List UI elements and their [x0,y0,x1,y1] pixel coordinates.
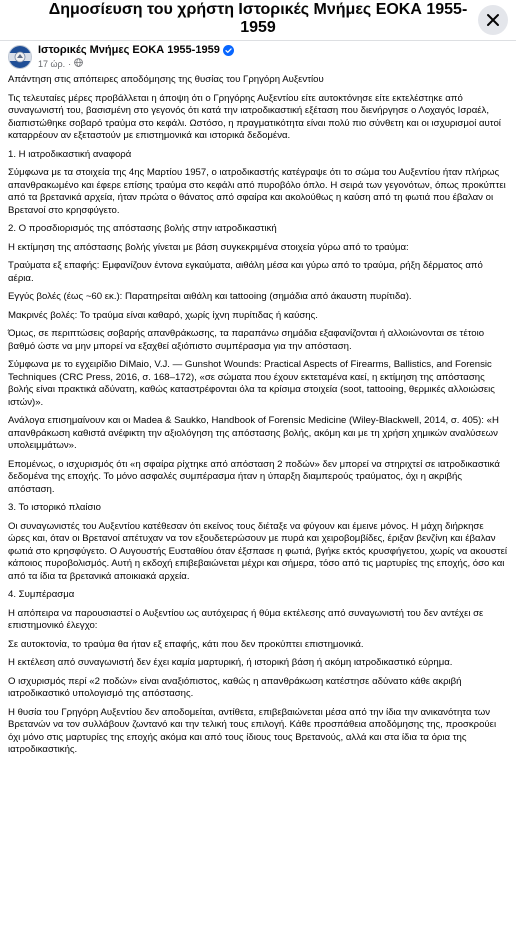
post-paragraph: Σύμφωνα με τα στοιχεία της 4ης Μαρτίου 1957, ο ιατροδικαστής κατέγραψε ότι το σώμα του Αυξεντίου ήταν πλήρως απανθρακωμένο και έφερε επίσης τραύμα στο κεφάλι από πυροβόλο όπλο. Η σειρά των γεγονότων, όπως προκύπτει από τα βρετανικά αρχεία, ήταν πρώτα ο θάνατος από σφαίρα και ακολούθως η καύση από τη φωτιά που έβαλαν οι Βρετανοί στο κρησφύγετο. [8,167,506,216]
section-heading: 2. Ο προσδιορισμός της απόστασης βολής στην ιατροδικαστική [8,223,277,234]
post-paragraph: Σε αυτοκτονία, το τραύμα θα ήταν εξ επαφής, κάτι που δεν προκύπτει επιστημονικά. [8,638,364,650]
dialog-title: Δημοσίευση του χρήστη Ιστορικές Μνήμες ΕΟΚΑ 1955-1959 [48,1,468,36]
post-header [0,41,516,74]
section-heading: 3. Το ιστορικό πλαίσιο [8,502,101,513]
verified-badge-icon [223,45,234,56]
close-button[interactable] [478,5,508,35]
avatar[interactable] [8,45,32,69]
post-paragraph: Ανάλογα επισημαίνουν και οι Madea & Saukko, Handbook of Forensic Medicine (Wiley-Blackwell, 2014, σ. 405): «Η απανθράκωση καθιστά ανέφικτη την αξιολόγηση της απόστασης βολής, ακόμη και με τη χρήση χημικών αναλύσεων υπολειμμάτων». [8,415,499,451]
post-dialog-header [0,0,516,41]
post-paragraph: Η απόπειρα να παρουσιαστεί ο Αυξεντίου ως αυτόχειρας ή θύμα εκτέλεσης από συναγωνιστή του δεν αντέχει σε επιστημονικό έλεγχο: [8,607,484,631]
post-paragraph: Όμως, σε περιπτώσεις σοβαρής απανθράκωσης, τα παραπάνω σημάδια εξαφανίζονται ή αλλοιώνονται σε τέτοιο βαθμό ώστε να μην μπορεί να εξαχθεί αξιόπιστο συμπέρασμα για την απόσταση. [8,328,485,352]
post-author-block [38,44,234,70]
post-paragraph: Απάντηση στις απόπειρες αποδόμησης της θυσίας του Γρηγόρη Αυξεντίου [8,74,324,85]
section-heading: 4. Συμπέρασμα [8,589,75,600]
post-paragraph: Σύμφωνα με το εγχειρίδιο DiMaio, V.J. — Gunshot Wounds: Practical Aspects of Firearms, Ballistics, and Forensic Techniques (CRC Press, 2016, σ. 168–172), «σε σώματα που έχουν εκτεταμένα καεί, η εκτίμηση της απόστασης βολής είναι πρακτικά αδύνατη, καθώς καταστρέφονται όλα τα κρίσιμα στοιχεία (soot, tattooing, θερμικές αλλοιώσεις ιστών)». [8,359,495,408]
avatar-image [9,46,31,68]
section-heading: 1. Η ιατροδικαστική αναφορά [8,148,132,160]
post-paragraph: Τις τελευταίες μέρες προβάλλεται η άποψη ότι ο Γρηγόρης Αυξεντίου είτε αυτοκτόνησε είτε εκτελέστηκε από συναγωνιστή του, βασισμένη στο γεγονός ότι κατά την ιατροδικαστική εξέταση που διενήργησε ο Λοχαγός Ισραέλ, διαπιστώθηκε σοβαρό τραύμα στο κεφάλι. Ωστόσο, η πραγματικότητα είναι πολύ πιο σύνθετη και οι ισχυρισμοί αυτοί καταρρέουν αν εξεταστούν με επιστημονικά και ιστορικά δεδομένα. [8,92,501,141]
post-paragraph: Τραύματα εξ επαφής: Εμφανίζουν έντονα εγκαύματα, αιθάλη μέσα και γύρω από το τραύμα, ρήξη δέρματος από αέρια. [8,260,483,284]
post-paragraph: Επομένως, ο ισχυρισμός ότι «η σφαίρα ρίχτηκε από απόσταση 2 ποδών» δεν μπορεί να στηριχτεί σε ιατροδικαστικά δεδομένα της εποχής. Το μόνο ασφαλές συμπέρασμα ήταν η ύπαρξη διαμπερούς τραύματος, όχι η ακριβής απόσταση. [8,458,500,495]
post-paragraph: Ο ισχυρισμός περί «2 ποδών» είναι αναξιόπιστος, καθώς η απανθράκωση κατέστησε αδύνατο κάθε ακριβή ιατροδικαστικό υπολογισμό της απόστασης. [8,675,462,699]
post-paragraph: Οι συναγωνιστές του Αυξεντίου κατέθεσαν ότι εκείνος τους διέταξε να φύγουν και έμεινε μόνος. Η μάχη διήρκησε ώρες και, όταν οι Βρετανοί απέτυχαν να τον εξουδετερώσουν με πυρά και χειροβομβίδες, έριξαν βενζίνη και έβαλαν φωτιά στο κρησφύγετο. Ο Αυγουστής Ευσταθίου όταν έξσπασε η φωτιά, βγήκε εκτός κρυσφήγετου, χωρίς να ακουστεί κάποιος πυροβολισμός. Αυτή η εκδοχή επιβεβαιώνεται μέχρι και σήμερα, τόσο από τις μαρτυρίες της εποχής, όσο και από τα ίδια τα βρετανικά αποικιακά αρχεία. [8,520,508,582]
post-paragraph: Η εκτέλεση από συναγωνιστή δεν έχει καμία μαρτυρική, ή ιστορική βάση ή ακόμη ιατροδικαστικό εύρημα. [8,657,453,668]
post-paragraph: Η θυσία του Γρηγόρη Αυξεντίου δεν αποδομείται, αντίθετα, επιβεβαιώνεται μέσα από την ίδια την ανικανότητα των Βρετανών να τον συλλάβουν ζωντανό και την τελική τους επιλογή. Κάθε προσπάθεια αποδόμησης της, προσκρούει όχι μόνο στις μαρτυρίες της εποχής ακόμα και από τους ίδιους τους Βρετανούς, αλλά και στα ίδια τα όρια της ιατροδικαστικής. [8,706,497,755]
post-paragraph: Η εκτίμηση της απόστασης βολής γίνεται με βάση συγκεκριμένα στοιχεία γύρω από το τραύμα: [8,241,409,253]
post-paragraph: Μακρινές βολές: Το τραύμα είναι καθαρό, χωρίς ίχνη πυρίτιδας ή καύσης. [8,309,318,321]
globe-icon [74,58,83,70]
post-paragraph: Εγγύς βολές (έως ~60 εκ.): Παρατηρείται αιθάλη και tattooing (σημάδια από άκαυστη πυρίτιδα). [8,291,412,302]
author-name[interactable]: Ιστορικές Μνήμες ΕΟΚΑ 1955-1959 [38,44,220,56]
close-icon [486,13,500,27]
post-time[interactable]: 17 ώρ. [38,59,66,69]
post-text [0,74,516,757]
meta-separator: · [68,59,72,69]
